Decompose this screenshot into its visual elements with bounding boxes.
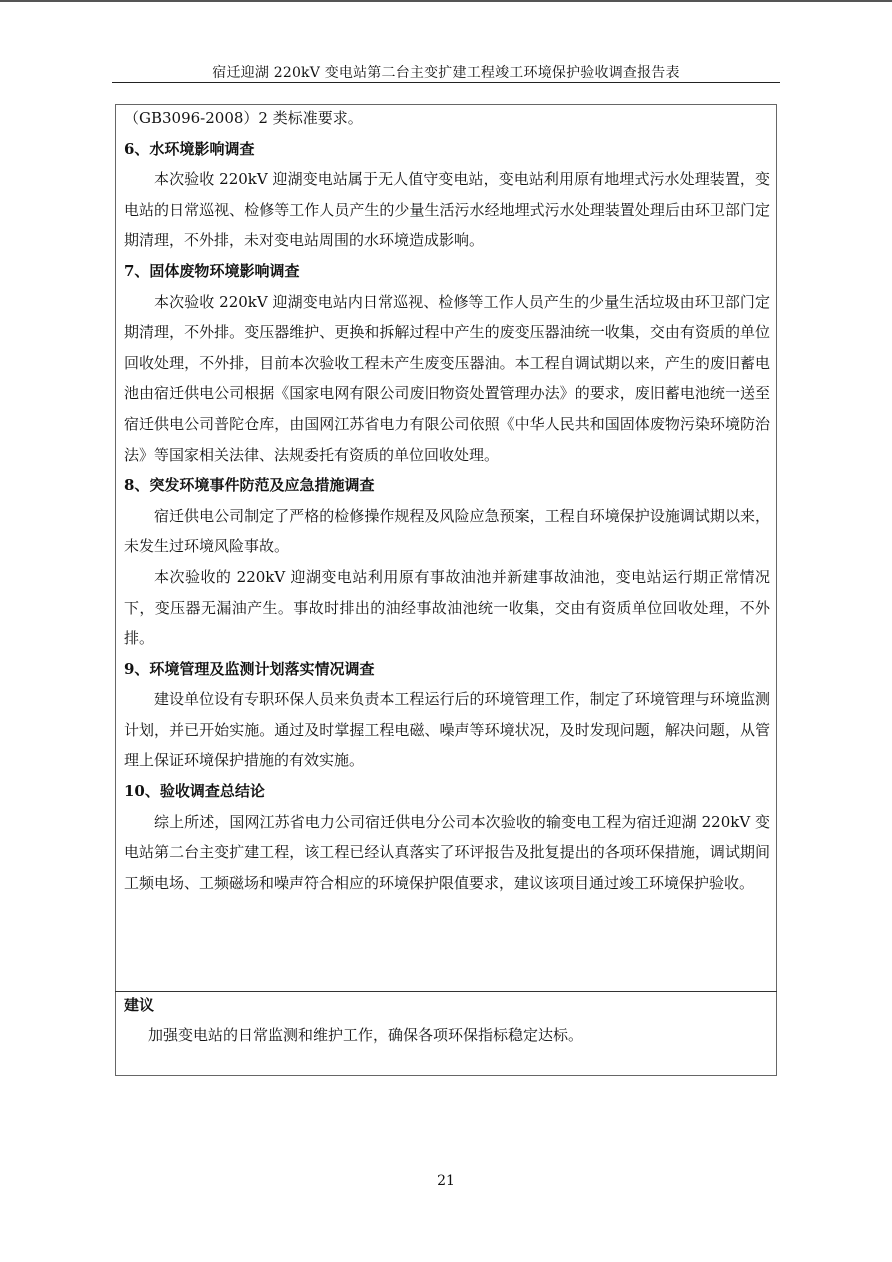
conclusion-cell — [124, 103, 770, 898]
section-heading-solid-waste: 7、固体废物环境影响调查 — [124, 261, 300, 280]
header-rule — [112, 82, 780, 83]
continuation-text: （GB3096-2008）2 类标准要求。 — [124, 109, 363, 127]
section-paragraph: 本次验收 220kV 迎湖变电站内日常巡视、检修等工作人员产生的少量生活垃圾由环卫部门定期清理，不外排。变压器维护、更换和拆解过程中产生的废变压器油统一收集，交由有资质的单位回收处理，不外排，目前本次验收工程未产生废变压器油。本工程自调试期以来，产生的废旧蓄电池由宿迁供电公司根据《国家电网有限公司废旧物资处置管理办法》的要求，废旧蓄电池统一送至宿迁供电公司普陀仓库，由国网江苏省电力有限公司依照《中华人民共和国固体废物污染环境防治法》等国家相关法律、法规委托有资质的单位回收处理。 — [124, 292, 770, 464]
section-heading-management: 9、环境管理及监测计划落实情况调查 — [124, 659, 375, 678]
page-number: 21 — [437, 1173, 455, 1189]
section-heading-emergency: 8、突发环境事件防范及应急措施调查 — [124, 476, 375, 495]
suggestion-text: 加强变电站的日常监测和维护工作，确保各项环保指标稳定达标。 — [148, 1026, 584, 1044]
section-heading-water: 6、水环境影响调查 — [124, 139, 255, 158]
suggestion-heading: 建议 — [124, 996, 155, 1014]
section-paragraph: 综上所述，国网江苏省电力公司宿迁供电分公司本次验收的输变电工程为宿迁迎湖 220kV 变电站第二台主变扩建工程，该工程已经认真落实了环评报告及批复提出的各项环保措施，调试期间工频电场、工频磁场和噪声符合相应的环境保护限值要求，建议该项目通过竣工环境保护验收。 — [124, 812, 770, 892]
page-header-title: 宿迁迎湖 220kV 变电站第二台主变扩建工程竣工环境保护验收调查报告表 — [212, 65, 680, 81]
section-heading-conclusion: 10、验收调查总结论 — [124, 782, 265, 801]
suggestion-cell — [124, 990, 770, 1050]
page-top-edge — [0, 0, 892, 2]
section-paragraph: 宿迁供电公司制定了严格的检修操作规程及风险应急预案，工程自环境保护设施调试期以来，未发生过环境风险事故。 — [124, 506, 770, 556]
section-paragraph: 本次验收的 220kV 迎湖变电站利用原有事故油池并新建事故油池，变电站运行期正常情况下，变压器无漏油产生。事故时排出的油经事故油池统一收集，交由有资质单位回收处理，不外排。 — [124, 567, 770, 648]
section-paragraph: 建设单位设有专职环保人员来负责本工程运行后的环境管理工作，制定了环境管理与环境监测计划，并已开始实施。通过及时掌握工程电磁、噪声等环境状况，及时发现问题，解决问题，从管理上保证环境保护措施的有效实施。 — [124, 690, 770, 770]
section-paragraph: 本次验收 220kV 迎湖变电站属于无人值守变电站，变电站利用原有地埋式污水处理装置，变电站的日常巡视、检修等工作人员产生的少量生活污水经地埋式污水处理装置处理后由环卫部门定期清理，不外排，未对变电站周围的水环境造成影响。 — [124, 170, 770, 250]
